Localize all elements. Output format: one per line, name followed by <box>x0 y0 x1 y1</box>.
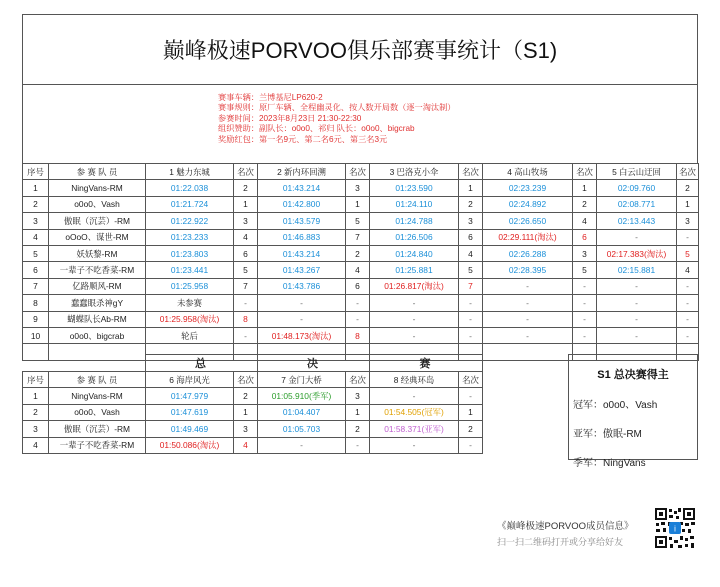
column-header: 名次 <box>459 164 483 180</box>
lap-time: 01:24.840 <box>370 245 459 261</box>
final-title-char: 决 <box>258 355 370 372</box>
lap-time: - <box>483 295 573 311</box>
lap-time: 01:43.267 <box>258 262 346 278</box>
rank-cell: 2 <box>459 421 483 437</box>
table-header-row <box>23 372 483 388</box>
lap-time: - <box>597 327 677 343</box>
lap-time: 01:25.958 <box>146 278 234 294</box>
lap-time: - <box>370 327 459 343</box>
column-header: 5 白云山迂回 <box>597 164 677 180</box>
rank-cell: 6 <box>346 278 370 294</box>
lap-time: 01:47.979 <box>146 388 234 404</box>
final-section-title <box>23 355 483 372</box>
lap-time: - <box>370 388 459 404</box>
lap-time: 未参赛 <box>146 295 234 311</box>
row-number: 6 <box>23 262 49 278</box>
rank-cell: 3 <box>346 180 370 196</box>
column-header: 2 新内环回溯 <box>258 164 346 180</box>
rank-cell: 8 <box>234 311 258 327</box>
rank-cell: 2 <box>234 388 258 404</box>
lap-time: - <box>597 278 677 294</box>
rule-line: 组织赞助：副队长：o0o0、祁归 队长：o0o0、bigcrab <box>218 124 415 134</box>
row-number: 1 <box>23 180 49 196</box>
rank-cell: - <box>573 327 597 343</box>
lap-time: 02:15.881 <box>597 262 677 278</box>
lap-time: - <box>258 295 346 311</box>
row-number: 4 <box>23 437 49 453</box>
column-header: 名次 <box>234 372 258 388</box>
lap-time: 02:17.383(淘汰) <box>597 245 677 261</box>
rank-cell: 2 <box>459 196 483 212</box>
rank-cell: - <box>573 295 597 311</box>
final-title-char: 总 <box>146 355 258 372</box>
rank-cell: 4 <box>677 262 699 278</box>
rank-cell: 3 <box>234 421 258 437</box>
column-header: 名次 <box>346 164 370 180</box>
lap-time: 轮后 <box>146 327 234 343</box>
final-table <box>22 354 483 454</box>
table-row <box>23 404 483 420</box>
table-row <box>23 421 483 437</box>
player-name: 一辈子不吃香菜-RM <box>49 262 146 278</box>
lap-time: 01:23.441 <box>146 262 234 278</box>
lap-time: 01:21.724 <box>146 196 234 212</box>
lap-time: 01:50.086(淘汰) <box>146 437 234 453</box>
rank-cell: 3 <box>234 213 258 229</box>
lap-time: 02:24.892 <box>483 196 573 212</box>
rank-cell: 7 <box>459 278 483 294</box>
rank-cell: - <box>234 295 258 311</box>
row-number: 2 <box>23 196 49 212</box>
lap-time: 02:09.760 <box>597 180 677 196</box>
rank-cell: 5 <box>346 213 370 229</box>
third-place-label: 季军：NingVans <box>573 458 646 469</box>
champion-label: 冠军：o0o0、Vash <box>573 400 658 411</box>
rank-cell: 1 <box>346 196 370 212</box>
column-header: 名次 <box>234 164 258 180</box>
lap-time: 01:54.505(冠军) <box>370 404 459 420</box>
rank-cell: 6 <box>573 229 597 245</box>
rank-cell: 3 <box>573 245 597 261</box>
player-name: o0o0、bigcrab <box>49 327 146 343</box>
table-row <box>23 245 699 261</box>
rank-cell: 5 <box>677 245 699 261</box>
column-header: 名次 <box>677 164 699 180</box>
rank-cell: - <box>234 327 258 343</box>
lap-time: 02:28.395 <box>483 262 573 278</box>
rank-cell: 6 <box>234 245 258 261</box>
lap-time: 01:43.579 <box>258 213 346 229</box>
lap-time: 01:26.817(淘汰) <box>370 278 459 294</box>
preliminary-table <box>22 163 699 361</box>
lap-time: - <box>370 437 459 453</box>
lap-time: 01:05.910(季军) <box>258 388 346 404</box>
rank-cell: 1 <box>459 404 483 420</box>
player-name: oOoO、谋世-RM <box>49 229 146 245</box>
rank-cell: - <box>573 311 597 327</box>
lap-time: 01:05.703 <box>258 421 346 437</box>
column-header: 序号 <box>23 164 49 180</box>
rank-cell: 1 <box>234 404 258 420</box>
lap-time: 01:25.881 <box>370 262 459 278</box>
lap-time: 01:43.214 <box>258 245 346 261</box>
player-name: 傲眠（沉芸）-RM <box>49 421 146 437</box>
rank-cell: 1 <box>234 196 258 212</box>
column-header: 序号 <box>23 372 49 388</box>
player-name: 一辈子不吃香菜-RM <box>49 437 146 453</box>
rank-cell: 4 <box>234 437 258 453</box>
svg-text:i: i <box>673 524 677 534</box>
winners-panel <box>568 354 698 469</box>
table-row <box>23 262 699 278</box>
row-number: 7 <box>23 278 49 294</box>
lap-time: 01:23.590 <box>370 180 459 196</box>
lap-time: 01:22.922 <box>146 213 234 229</box>
row-number: 2 <box>23 404 49 420</box>
column-header: 1 魅力东城 <box>146 164 234 180</box>
lap-time: 01:46.883 <box>258 229 346 245</box>
table-row <box>23 311 699 327</box>
rank-cell: 5 <box>459 262 483 278</box>
player-name: 傲眠（沉芸）-RM <box>49 213 146 229</box>
footer-title: 《巅峰极速PORVOO成员信息》 <box>497 521 634 532</box>
rank-cell: - <box>459 388 483 404</box>
rank-cell: - <box>459 437 483 453</box>
rule-line: 参赛时间：2023年8月23日 21:30-22:30 <box>218 113 362 123</box>
lap-time: 01:47.619 <box>146 404 234 420</box>
rank-cell: 4 <box>459 245 483 261</box>
table-row <box>23 196 699 212</box>
player-name: NingVans-RM <box>49 180 146 196</box>
table-header-row <box>23 164 699 180</box>
lap-time: 02:13.443 <box>597 213 677 229</box>
rank-cell: - <box>346 311 370 327</box>
lap-time: 01:43.786 <box>258 278 346 294</box>
rank-cell: 1 <box>677 196 699 212</box>
lap-time: - <box>370 311 459 327</box>
rank-cell: - <box>459 327 483 343</box>
lap-time: 01:49.469 <box>146 421 234 437</box>
rank-cell: 5 <box>234 262 258 278</box>
column-header: 参 赛 队 员 <box>49 164 146 180</box>
table-row <box>23 327 699 343</box>
lap-time: 01:23.233 <box>146 229 234 245</box>
lap-time: 01:25.958(淘汰) <box>146 311 234 327</box>
rank-cell: - <box>677 327 699 343</box>
column-header: 名次 <box>346 372 370 388</box>
player-name: NingVans-RM <box>49 388 146 404</box>
rank-cell: - <box>677 229 699 245</box>
rank-cell: 2 <box>677 180 699 196</box>
winners-title: S1 总决赛得主 <box>597 369 669 381</box>
rank-cell: - <box>677 295 699 311</box>
rules-text <box>218 93 455 145</box>
rank-cell: - <box>346 295 370 311</box>
rank-cell: 2 <box>346 421 370 437</box>
footer <box>497 518 634 548</box>
player-name: o0o0、Vash <box>49 404 146 420</box>
rank-cell: 1 <box>459 180 483 196</box>
rank-cell: 5 <box>573 262 597 278</box>
table-row <box>23 437 483 453</box>
lap-time: 01:22.038 <box>146 180 234 196</box>
lap-time: 02:23.239 <box>483 180 573 196</box>
lap-time: - <box>483 311 573 327</box>
lap-time: - <box>483 278 573 294</box>
column-header: 4 高山牧场 <box>483 164 573 180</box>
rank-cell: 4 <box>234 229 258 245</box>
lap-time: 02:08.771 <box>597 196 677 212</box>
rank-cell: - <box>573 278 597 294</box>
table-row <box>23 295 699 311</box>
lap-time: 02:26.650 <box>483 213 573 229</box>
rank-cell: - <box>677 311 699 327</box>
player-name: 蠢蠢眼杀神gY <box>49 295 146 311</box>
lap-time: - <box>597 311 677 327</box>
column-header: 参 赛 队 员 <box>49 372 146 388</box>
column-header: 3 巴洛克小伞 <box>370 164 459 180</box>
final-title-char: 赛 <box>370 355 483 372</box>
lap-time: 01:58.371(亚军) <box>370 421 459 437</box>
lap-time: 01:23.803 <box>146 245 234 261</box>
rank-cell: 2 <box>234 180 258 196</box>
rank-cell: 4 <box>573 213 597 229</box>
rank-cell: 8 <box>346 327 370 343</box>
table-row <box>23 180 699 196</box>
runner-up-label: 亚军：傲眠-RM <box>573 429 642 440</box>
qr-code-icon[interactable] <box>654 507 696 549</box>
table-row <box>23 213 699 229</box>
lap-time: 01:24.788 <box>370 213 459 229</box>
rank-cell: 2 <box>573 196 597 212</box>
rank-cell: 2 <box>346 245 370 261</box>
rank-cell: 7 <box>346 229 370 245</box>
lap-time: 02:29.111(淘汰) <box>483 229 573 245</box>
rank-cell: 3 <box>677 213 699 229</box>
stats-sheet <box>22 14 698 469</box>
row-number: 5 <box>23 245 49 261</box>
rank-cell: - <box>459 311 483 327</box>
row-number: 8 <box>23 295 49 311</box>
lap-time: 01:42.800 <box>258 196 346 212</box>
lap-time: - <box>258 311 346 327</box>
rules-box <box>22 84 698 163</box>
row-number: 4 <box>23 229 49 245</box>
row-number: 1 <box>23 388 49 404</box>
column-header: 名次 <box>459 372 483 388</box>
footer-subtitle: 扫一扫二维码打开或分享给好友 <box>497 537 624 547</box>
lap-time: 01:26.506 <box>370 229 459 245</box>
rank-cell: - <box>346 437 370 453</box>
column-header: 8 经典环岛 <box>370 372 459 388</box>
row-number: 9 <box>23 311 49 327</box>
player-name: 妖妖黎-RM <box>49 245 146 261</box>
player-name: 蝴蝶队长Ab-RM <box>49 311 146 327</box>
lap-time: 01:43.214 <box>258 180 346 196</box>
row-number: 3 <box>23 213 49 229</box>
rule-line: 奖励红包：第一名9元、第二名6元、第三名3元 <box>218 134 388 144</box>
table-row <box>23 278 699 294</box>
rule-line: 赛事规则：原厂车辆、全程幽灵化、按人数开局数（逐一淘汰制） <box>218 103 456 113</box>
lap-time: - <box>597 229 677 245</box>
rank-cell: 1 <box>573 180 597 196</box>
rank-cell: 6 <box>459 229 483 245</box>
row-number: 3 <box>23 421 49 437</box>
lap-time: 01:48.173(淘汰) <box>258 327 346 343</box>
player-name: o0o0、Vash <box>49 196 146 212</box>
rank-cell: - <box>677 278 699 294</box>
rank-cell: 3 <box>346 388 370 404</box>
lap-time: - <box>258 437 346 453</box>
lap-time: - <box>597 295 677 311</box>
rank-cell: 1 <box>346 404 370 420</box>
rank-cell: - <box>459 295 483 311</box>
row-number: 10 <box>23 327 49 343</box>
rank-cell: 7 <box>234 278 258 294</box>
column-header: 7 金门大桥 <box>258 372 346 388</box>
sheet-title: 巅峰极速PORVOO俱乐部赛事统计（S1) <box>22 14 698 84</box>
lap-time: 01:24.110 <box>370 196 459 212</box>
column-header: 6 海岸风光 <box>146 372 234 388</box>
lap-time: 02:26.288 <box>483 245 573 261</box>
lap-time: 01:04.407 <box>258 404 346 420</box>
column-header: 名次 <box>573 164 597 180</box>
table-row <box>23 229 699 245</box>
lap-time: - <box>483 327 573 343</box>
rule-line: 赛事车辆：兰博基尼LP620-2 <box>218 93 323 102</box>
lap-time: - <box>370 295 459 311</box>
player-name: 亿路顺风-RM <box>49 278 146 294</box>
table-row <box>23 388 483 404</box>
rank-cell: 4 <box>346 262 370 278</box>
rank-cell: 3 <box>459 213 483 229</box>
